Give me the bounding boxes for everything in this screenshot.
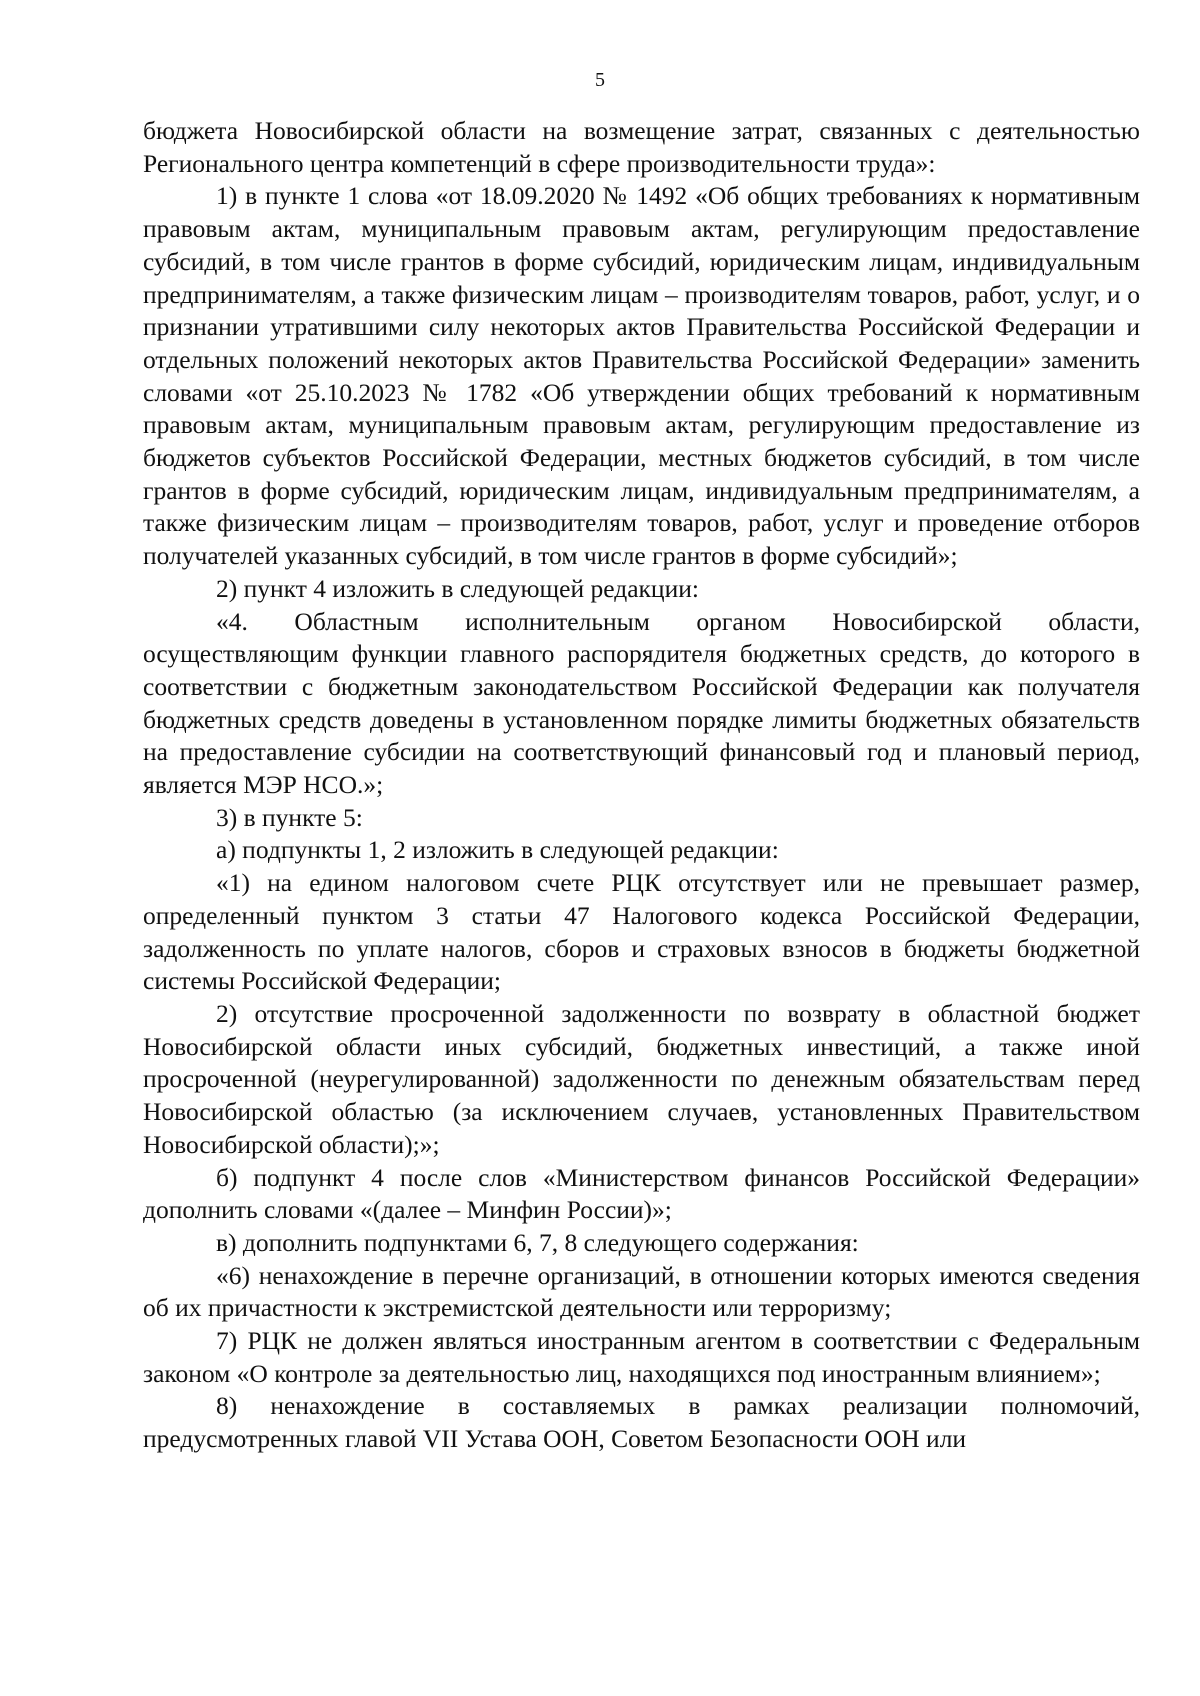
document-body	[143, 115, 1140, 1456]
page-number: 5	[595, 69, 605, 91]
paragraph-item-3: 3) в пункте 5:	[216, 802, 363, 832]
paragraph-subitem-v: в) дополнить подпунктами 6, 7, 8 следующего содержания:	[216, 1227, 859, 1257]
paragraph-subitem-v-6: «6) ненахождение в перечне организаций, в отношении которых имеются сведения об их причастности к экстремистской деятельности или терроризму;	[143, 1260, 1140, 1323]
paragraph-subitem-a: а) подпункты 1, 2 изложить в следующей редакции:	[216, 835, 779, 865]
paragraph-item-1: 1) в пункте 1 слова «от 18.09.2020 № 1492 «Об общих требованиях к нормативным правовым актам, муниципальным правовым актам, регулирующим предоставление субсидий, в том числе грантов в форме субсидий, юридическим лицам, индивидуальным предпринимателям, а также физическим лицам – производителям товаров, работ, услуг, и о признании утратившими силу некоторых актов Правительства Российской Федерации и отдельных положений некоторых актов Правительства Российской Федерации» заменить словами «от 25.10.2023 № 1782 «Об утверждении общих требований к нормативным правовым актам, муниципальным правовым актам, регулирующим предоставление из бюджетов субъектов Российской Федерации, местных бюджетов субсидий, в том числе грантов в форме субсидий, юридическим лицам, индивидуальным предпринимателям, а также физическим лицам – производителям товаров, работ, услуг и проведение отборов получателей указанных субсидий, в том числе грантов в форме субсидий»;	[143, 181, 1140, 571]
paragraph-subitem-v-8: 8) ненахождение в составляемых в рамках реализации полномочий, предусмотренных главой VII Устава ООН, Советом Безопасности ООН или	[143, 1391, 1140, 1454]
paragraph-subitem-a-1: «1) на едином налоговом счете РЦК отсутствует или не превышает размер, определенный пунктом 3 статьи 47 Налогового кодекса Российской Федерации, задолженность по уплате налогов, сборов и страховых взносов в бюджеты бюджетной системы Российской Федерации;	[143, 868, 1140, 996]
paragraph-subitem-v-7: 7) РЦК не должен являться иностранным агентом в соответствии с Федеральным законом «О контроле за деятельностью лиц, находящихся под иностранным влиянием»;	[143, 1326, 1140, 1388]
paragraph-subitem-b: б) подпункт 4 после слов «Министерством финансов Российской Федерации» дополнить словами «(далее – Минфин России)»;	[143, 1162, 1140, 1225]
paragraph-item-2: 2) пункт 4 изложить в следующей редакции:	[216, 573, 699, 603]
paragraph-item-2-quote: «4. Областным исполнительным органом Новосибирской области, осуществляющим функции главного распорядителя бюджетных средств, до которого в соответствии с бюджетным законодательством Российской Федерации как получателя бюджетных средств доведены в установленном порядке лимиты бюджетных обязательств на предоставление субсидии на соответствующий финансовый год и плановый период, является МЭР НСО.»;	[143, 606, 1140, 800]
paragraph-continuation: бюджета Новосибирской области на возмещение затрат, связанных с деятельностью Регионального центра компетенций в сфере производительности труда»:	[143, 116, 1140, 178]
paragraph-subitem-a-2: 2) отсутствие просроченной задолженности по возврату в областной бюджет Новосибирской области иных субсидий, бюджетных инвестиций, а также иной просроченной (неурегулированной) задолженности по денежным обязательствам перед Новосибирской областью (за исключением случаев, установленных Правительством Новосибирской области);»;	[143, 998, 1140, 1159]
